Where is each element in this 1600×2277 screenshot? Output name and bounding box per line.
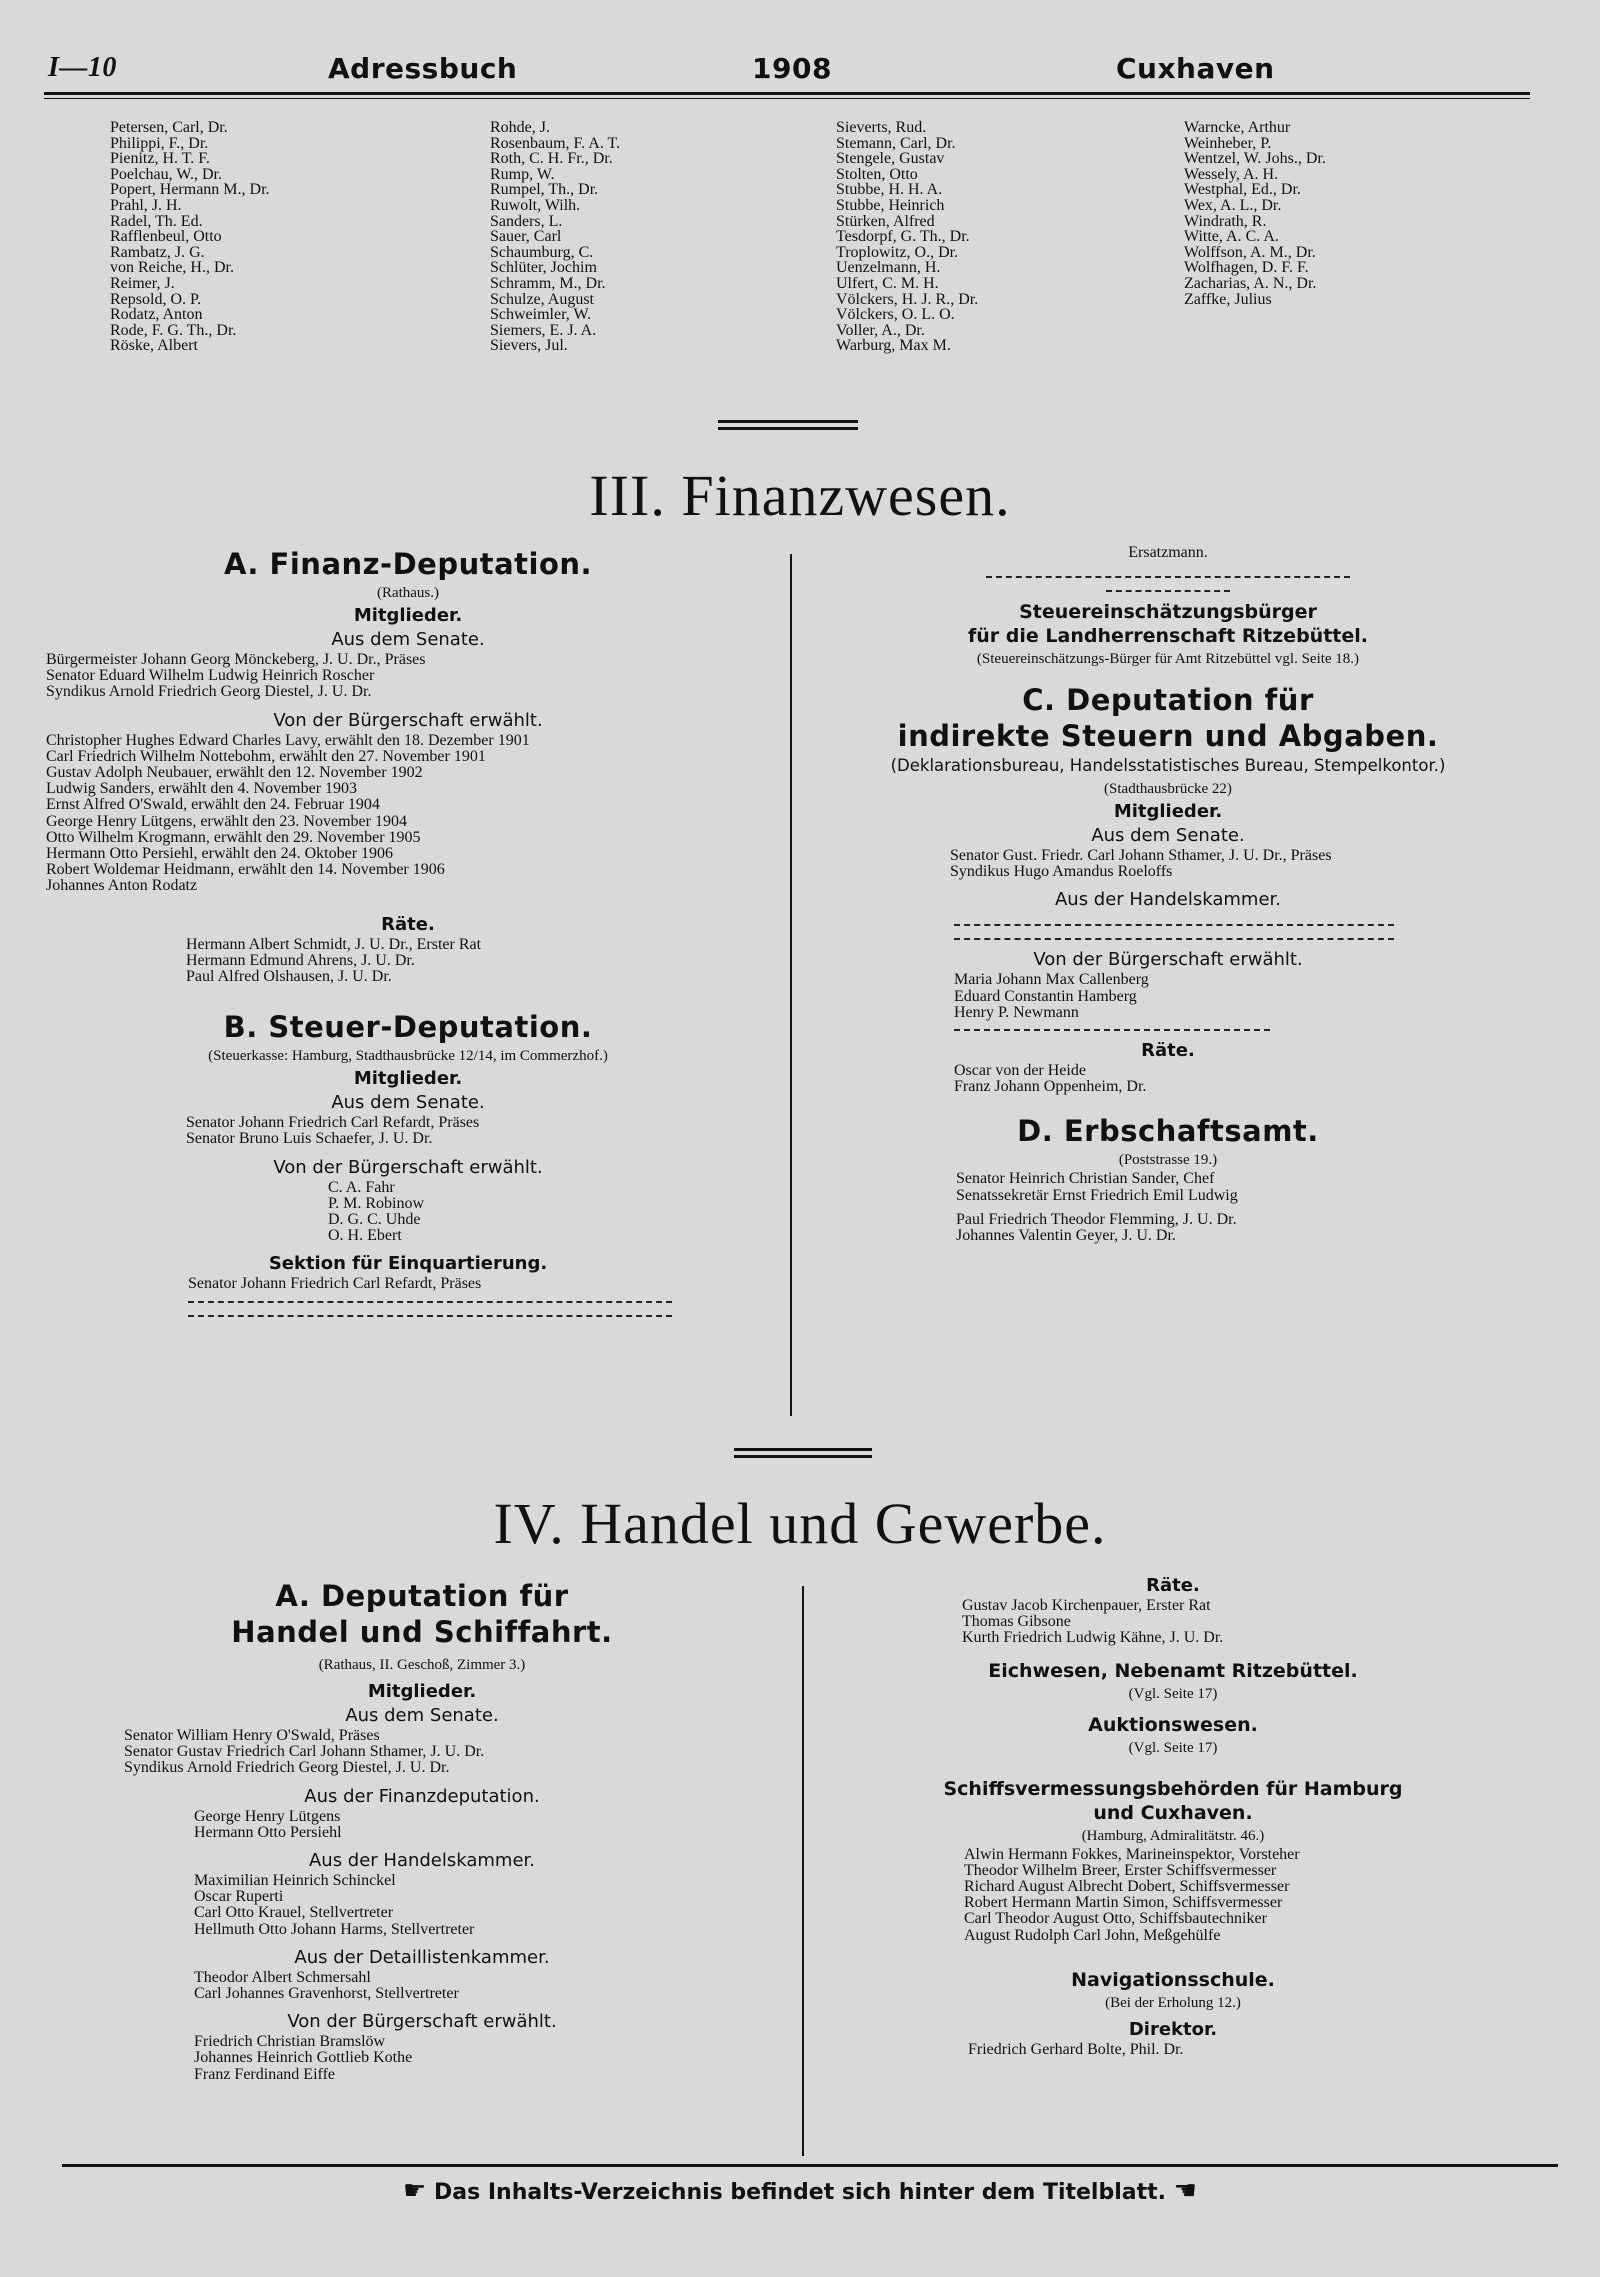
list-item: Henry P. Newmann (954, 1003, 1079, 1021)
schiffsvermessung-title-2: und Cuxhaven. (1093, 1801, 1253, 1824)
burger-heading: Von der Bürgerschaft erwählt. (273, 1156, 543, 1178)
steuer-senate-list (46, 1115, 770, 1147)
footer-rule (62, 2164, 1558, 2167)
steuer-deputation-title: B. Steuer-Deputation. (223, 1010, 593, 1045)
list-item: Ruwolt, Wilh. (490, 196, 581, 214)
mitglieder-heading: Mitglieder. (353, 1068, 463, 1090)
year: 1908 (752, 52, 832, 85)
detaillistenkammer-heading: Aus der Detaillistenkammer. (294, 1946, 550, 1968)
deputation-c-burger-list (806, 972, 1530, 1021)
column-divider (802, 1586, 804, 2156)
raete-heading: Räte. (381, 913, 435, 935)
list-item: August Rudolph Carl John, Meßgehülfe (964, 1926, 1221, 1944)
burger-heading: Von der Bürgerschaft erwählt. (1033, 949, 1303, 971)
navigationsschule-note: (Bei der Erholung 12.) (1105, 1994, 1241, 2011)
list-item: Rohde, J. (490, 119, 550, 136)
auktionswesen-title: Auktionswesen. (1088, 1713, 1258, 1736)
list-item: Sanders, L. (490, 212, 563, 230)
schiffsvermessung-title-1: Schiffsvermessungsbehörden für Hamburg (943, 1777, 1403, 1800)
list-item: Petersen, Carl, Dr. (110, 119, 228, 136)
names-col-1 (110, 120, 270, 354)
list-item: George Henry Lütgens, erwählt den 23. November 1904 (46, 812, 407, 830)
list-item: Wentzel, W. Johs., Dr. (1184, 150, 1326, 168)
list-item: Schulze, August (490, 290, 594, 308)
list-item: Windrath, R. (1184, 212, 1267, 230)
deputation-c-note: (Deklarationsbureau, Handelsstatistisches Bureau, Stempelkontor.) (890, 756, 1446, 775)
list-item: Senator Heinrich Christian Sander, Chef (956, 1170, 1215, 1188)
mitglieder-heading: Mitglieder. (1113, 801, 1223, 822)
handel-hk-list (46, 1873, 798, 1938)
list-item: Hermann Otto Persiehl, erwählt den 24. Oktober 1906 (46, 845, 394, 863)
list-item: Rodatz, Anton (110, 306, 203, 324)
list-item: Maria Johann Max Callenberg (954, 971, 1149, 989)
senate-heading: Aus dem Senate. (331, 629, 485, 650)
schiffsvermessung-list (816, 1847, 1530, 1944)
separator (718, 427, 858, 430)
section-4-right (816, 1574, 1530, 2058)
separator (718, 420, 858, 423)
list-item: Schaumburg, C. (490, 243, 594, 261)
list-item: Westphal, Ed., Dr. (1184, 181, 1301, 199)
names-col-4 (1184, 120, 1326, 307)
list-item: Maximilian Heinrich Schinckel (194, 1872, 396, 1890)
list-item: Robert Hermann Martin Simon, Schiffsvermesser (964, 1894, 1283, 1912)
list-item: Troplowitz, O., Dr. (836, 243, 959, 261)
list-item: Völckers, H. J. R., Dr. (836, 290, 979, 308)
steuer-burger-list (46, 1180, 770, 1245)
list-item: Christopher Hughes Edward Charles Lavy, erwählt den 18. Dezember 1901 (46, 731, 530, 749)
mitglieder-heading: Mitglieder. (353, 605, 463, 626)
deputation-c-senate-list (806, 848, 1530, 880)
schiffsvermessung-note: (Hamburg, Admiralitätstr. 46.) (1081, 1827, 1265, 1844)
list-item: Hermann Otto Persiehl (194, 1823, 342, 1841)
deputation-c-title-2: indirekte Steuern und Abgaben. (897, 719, 1439, 753)
list-item: Ernst Alfred O'Swald, erwählt den 24. Februar 1904 (46, 796, 380, 814)
list-item: Hermann Edmund Ahrens, J. U. Dr. (186, 951, 415, 969)
list-item: Prahl, J. H. (110, 196, 182, 214)
footer (0, 2176, 1600, 2206)
steuer-buerger-title-2: für die Landherrenschaft Ritzebüttel. (968, 625, 1368, 647)
list-item: Voller, A., Dr. (836, 321, 925, 339)
list-item: Senator Eduard Wilhelm Ludwig Heinrich Roscher (46, 667, 375, 685)
list-item: Zaffke, Julius (1184, 290, 1272, 308)
list-item: Gustav Adolph Neubauer, erwählt den 12. November 1902 (46, 764, 423, 782)
list-item: C. A. Fahr (328, 1178, 395, 1196)
list-item: Carl Otto Krauel, Stellvertreter (194, 1904, 394, 1922)
list-item: Rosenbaum, F. A. T. (490, 134, 621, 152)
ersatzmann-label: Ersatzmann. (1128, 544, 1208, 561)
separator (734, 1448, 872, 1451)
erbschaftsamt-list-2 (806, 1212, 1530, 1244)
list-item: Carl Friedrich Wilhelm Nottebohm, erwählt den 27. November 1901 (46, 747, 486, 765)
list-item: Oscar von der Heide (954, 1062, 1086, 1080)
direktor-heading: Direktor. (1128, 2018, 1218, 2040)
list-item: Johannes Anton Rodatz (46, 877, 198, 895)
list-item: Sieverts, Rud. (836, 119, 927, 136)
direktor-list (816, 2042, 1530, 2058)
list-item: Wolffson, A. M., Dr. (1184, 243, 1316, 261)
list-item: Senator Gustav Friedrich Carl Johann Sthamer, J. U. Dr. (124, 1743, 485, 1761)
handel-raete-list (816, 1598, 1530, 1647)
list-item: Zacharias, A. N., Dr. (1184, 274, 1317, 292)
list-item: Rumpel, Th., Dr. (490, 181, 599, 199)
list-item: Philippi, F., Dr. (110, 134, 209, 152)
list-item: Stemann, Carl, Dr. (836, 134, 956, 152)
list-item: von Reiche, H., Dr. (110, 259, 234, 277)
pointing-hand-icon: ☛ (403, 2176, 427, 2206)
list-item: Witte, A. C. A. (1184, 228, 1279, 246)
list-item: Ulfert, C. M. H. (836, 274, 939, 292)
list-item: O. H. Ebert (328, 1227, 402, 1245)
list-item: Senator Johann Friedrich Carl Refardt, Präses (188, 1275, 482, 1293)
names-col-3 (836, 120, 978, 354)
section-3-title: III. Finanzwesen. (589, 463, 1011, 528)
section-3-right (806, 542, 1530, 1244)
deputation-c-raete-list (806, 1063, 1530, 1095)
list-item: Sauer, Carl (490, 228, 562, 246)
list-item: Rafflenbeul, Otto (110, 228, 222, 246)
list-item: Warncke, Arthur (1184, 119, 1291, 136)
deputation-c-location: (Stadthausbrücke 22) (1104, 781, 1232, 797)
finanz-raete-list (46, 937, 770, 986)
list-item: Hellmuth Otto Johann Harms, Stellvertreter (194, 1920, 475, 1938)
list-item: Paul Friedrich Theodor Flemming, J. U. Dr. (956, 1210, 1237, 1228)
footer-text: Das Inhalts-Verzeichnis befindet sich hinter dem Titelblatt. (433, 2180, 1166, 2205)
finanz-burger-list (46, 733, 770, 895)
list-item: Syndikus Arnold Friedrich Georg Diestel, J. U. Dr. (46, 683, 372, 701)
list-item: Bürgermeister Johann Georg Mönckeberg, J. U. Dr., Präses (46, 651, 426, 668)
list-item: Schlüter, Jochim (490, 259, 597, 277)
list-item: Johannes Heinrich Gottlieb Kothe (194, 2049, 413, 2067)
list-item: Warburg, Max M. (836, 337, 951, 355)
list-item: Senator Bruno Luis Schaefer, J. U. Dr. (186, 1130, 433, 1148)
list-item: Röske, Albert (110, 337, 198, 355)
list-item: P. M. Robinow (328, 1194, 425, 1212)
list-item: George Henry Lütgens (194, 1807, 341, 1825)
handelskammer-heading: Aus der Handelskammer. (1054, 889, 1282, 911)
list-item: Rump, W. (490, 165, 555, 183)
pointing-hand-left-icon: ☚ (1173, 2176, 1197, 2206)
burger-heading: Von der Bürgerschaft erwählt. (287, 2011, 557, 2033)
header-rule-thin (44, 98, 1530, 99)
deputation-c-title-1: C. Deputation für (1022, 683, 1314, 717)
raete-heading: Räte. (1141, 1040, 1195, 1062)
list-item: Thomas Gibsone (962, 1613, 1071, 1631)
list-item: Hermann Albert Schmidt, J. U. Dr., Erster Rat (186, 935, 482, 953)
names-col-2 (490, 120, 620, 354)
list-item: Rode, F. G. Th., Dr. (110, 321, 237, 339)
list-item: Stürken, Alfred (836, 212, 935, 230)
burger-heading: Von der Bürgerschaft erwählt. (273, 709, 543, 731)
raete-heading: Räte. (1146, 1575, 1200, 1596)
list-item: Ludwig Sanders, erwählt den 4. November 1903 (46, 780, 358, 798)
list-item: Roth, C. H. Fr., Dr. (490, 150, 613, 168)
page-number: I—10 (48, 52, 117, 83)
list-item: Sievers, Jul. (490, 337, 568, 355)
handel-burger-list (46, 2034, 798, 2083)
list-item: Stolten, Otto (836, 165, 918, 183)
senate-heading: Aus dem Senate. (345, 1705, 499, 1726)
list-item: Radel, Th. Ed. (110, 212, 203, 230)
list-item: Wex, A. L., Dr. (1184, 196, 1282, 214)
book-title: Adressbuch (328, 52, 518, 85)
section-4-left (46, 1578, 798, 2083)
handelskammer-heading: Aus der Handelskammer. (308, 1850, 536, 1872)
list-item: Gustav Jacob Kirchenpauer, Erster Rat (962, 1597, 1211, 1614)
mitglieder-heading: Mitglieder. (367, 1681, 477, 1702)
list-item: Stubbe, H. H. A. (836, 181, 943, 199)
list-item: Robert Woldemar Heidmann, erwählt den 14. November 1906 (46, 861, 445, 879)
list-item: Kurth Friedrich Ludwig Kähne, J. U. Dr. (962, 1629, 1224, 1647)
list-item: Carl Johannes Gravenhorst, Stellvertreter (194, 1985, 459, 2003)
list-item: Rambatz, J. G. (110, 243, 205, 261)
handel-senate-list (46, 1728, 798, 1777)
list-item: Stubbe, Heinrich (836, 196, 945, 214)
list-item: Theodor Albert Schmersahl (194, 1968, 371, 1986)
list-item: Richard August Albrecht Dobert, Schiffsvermesser (964, 1878, 1290, 1896)
deputation-handel-location: (Rathaus, II. Geschoß, Zimmer 3.) (318, 1657, 526, 1673)
separator (734, 1455, 872, 1458)
list-item: Siemers, E. J. A. (490, 321, 597, 339)
list-item: Wolfhagen, D. F. F. (1184, 259, 1309, 277)
list-item: Schweimler, W. (490, 306, 592, 324)
finanzdeputation-heading: Aus der Finanzdeputation. (304, 1785, 540, 1807)
column-divider (790, 554, 792, 1416)
list-item: Eduard Constantin Hamberg (954, 987, 1137, 1005)
list-item: Tesdorpf, G. Th., Dr. (836, 228, 970, 246)
list-item: D. G. C. Uhde (328, 1211, 421, 1229)
list-item: Senator William Henry O'Swald, Präses (124, 1727, 380, 1744)
erbschaftsamt-title: D. Erbschaftsamt. (1017, 1114, 1319, 1149)
senate-heading: Aus dem Senate. (1091, 825, 1245, 846)
list-item: Friedrich Christian Bramslöw (194, 2033, 386, 2051)
blank-line (188, 1315, 672, 1317)
finanz-location: (Rathaus.) (376, 585, 440, 601)
erbschaftsamt-list (806, 1171, 1530, 1203)
list-item: Popert, Hermann M., Dr. (110, 181, 270, 199)
list-item: Carl Theodor August Otto, Schiffsbautechniker (964, 1910, 1267, 1928)
list-item: Schramm, M., Dr. (490, 274, 606, 292)
list-item: Stengele, Gustav (836, 150, 945, 168)
finanz-senate-list (46, 652, 770, 701)
handel-det-list (46, 1970, 798, 2002)
list-item: Johannes Valentin Geyer, J. U. Dr. (956, 1227, 1176, 1245)
city: Cuxhaven (1116, 52, 1275, 85)
deputation-handel-title-1: A. Deputation für (275, 1579, 569, 1613)
list-item: Weinheber, P. (1184, 134, 1272, 152)
deputation-handel-title-2: Handel und Schiffahrt. (231, 1615, 613, 1649)
list-item: Friedrich Gerhard Bolte, Phil. Dr. (968, 2040, 1184, 2058)
list-item: Uenzelmann, H. (836, 259, 941, 277)
list-item: Wessely, A. H. (1184, 165, 1279, 183)
list-item: Oscar Ruperti (194, 1888, 284, 1906)
list-item: Pienitz, H. T. F. (110, 150, 210, 168)
list-item: Franz Johann Oppenheim, Dr. (954, 1078, 1147, 1096)
sektion-heading: Sektion für Einquartierung. (268, 1253, 548, 1275)
list-item: Franz Ferdinand Eiffe (194, 2065, 335, 2083)
section-3-left (46, 546, 770, 1317)
list-item: Syndikus Hugo Amandus Roeloffs (950, 863, 1173, 881)
list-item: Syndikus Arnold Friedrich Georg Diestel, J. U. Dr. (124, 1759, 450, 1777)
list-item: Theodor Wilhelm Breer, Erster Schiffsvermesser (964, 1861, 1277, 1879)
senate-heading: Aus dem Senate. (331, 1092, 485, 1114)
auktionswesen-note: (Vgl. Seite 17) (1128, 1739, 1218, 1756)
erbschaftsamt-location: (Poststrasse 19.) (1118, 1152, 1218, 1169)
steuer-location: (Steuerkasse: Hamburg, Stadthausbrücke 12/14, im Commerzhof.) (208, 1048, 608, 1065)
handel-fin-list (46, 1809, 798, 1841)
list-item: Poelchau, W., Dr. (110, 165, 222, 183)
sektion-list (46, 1276, 770, 1292)
list-item: Reimer, J. (110, 274, 175, 292)
navigationsschule-title: Navigationsschule. (1071, 1968, 1275, 1991)
eichwesen-title: Eichwesen, Nebenamt Ritzebüttel. (988, 1659, 1358, 1682)
list-item: Senator Johann Friedrich Carl Refardt, Präses (186, 1114, 480, 1132)
list-item: Völckers, O. L. O. (836, 306, 955, 324)
list-item: Paul Alfred Olshausen, J. U. Dr. (186, 968, 392, 986)
steuer-buerger-note: (Steuereinschätzungs-Bürger für Amt Ritzebüttel vgl. Seite 18.) (976, 651, 1360, 667)
section-4-title: IV. Handel und Gewerbe. (493, 1491, 1107, 1556)
steuer-buerger-title-1: Steuereinschätzungsbürger (1019, 601, 1317, 623)
eichwesen-note: (Vgl. Seite 17) (1128, 1685, 1218, 1702)
finanz-deputation-title: A. Finanz-Deputation. (223, 547, 593, 581)
header-rule (44, 92, 1530, 95)
list-item: Otto Wilhelm Krogmann, erwählt den 29. November 1905 (46, 828, 421, 846)
list-item: Alwin Hermann Fokkes, Marineinspektor, Vorsteher (964, 1845, 1300, 1863)
list-item: Senator Gust. Friedr. Carl Johann Sthamer, J. U. Dr., Präses (950, 847, 1332, 864)
list-item: Repsold, O. P. (110, 290, 202, 308)
list-item: Senatssekretär Ernst Friedrich Emil Ludwig (956, 1186, 1238, 1204)
